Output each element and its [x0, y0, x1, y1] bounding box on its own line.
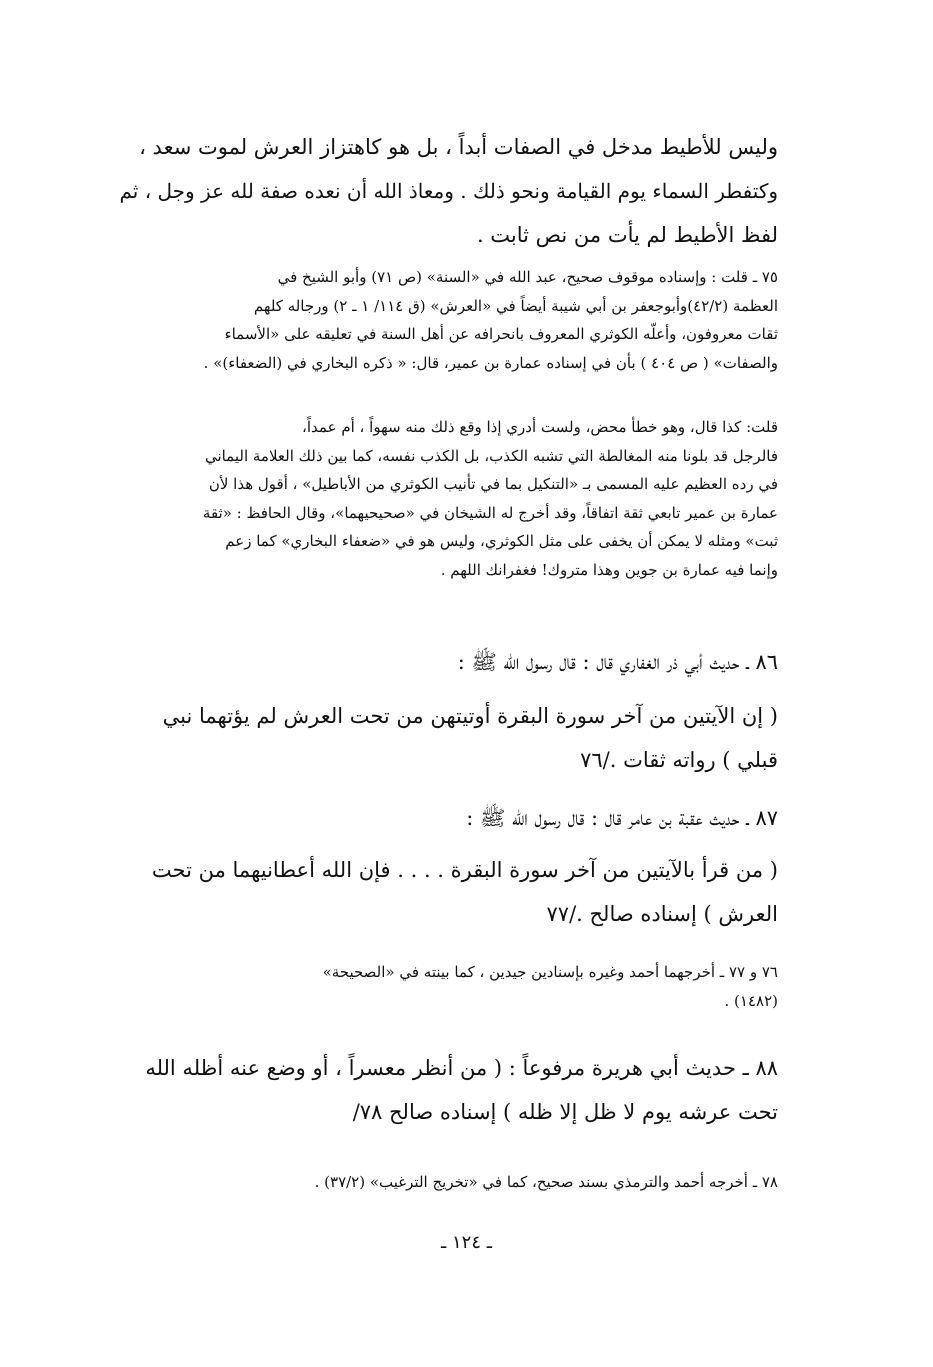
text-line: وكتفطر السماء يوم القيامة ونحو ذلك . ومعاذ الله أن نعده صفة لله عز وجل ، ثم [119, 179, 778, 203]
hadith-86 [105, 640, 778, 782]
text-line: في رده العظيم عليه المسمى بـ «التنكيل بما في تأنيب الكوثري من الأباطيل» ، أقول هذا لأن [208, 475, 778, 493]
hadith-87 [105, 796, 778, 936]
text-line: والصفات» ( ص ٤٠٤ ) بأن في إسناده عمارة بن عمير، قال: « ذكره البخاري في (الضعفاء)» . [203, 353, 778, 372]
text-line: وليس للأطيط مدخل في الصفات أبداً ، بل هو كاهتزاز العرش لموت سعد ، [139, 135, 778, 159]
text-line: وإنما فيه عمارة بن جوين وهذا متروك! فغفرانك اللهم . [440, 560, 778, 579]
text-line: ثقات معروفون، وأعلّه الكوثري المعروف بانحرافه عن أهل السنة في تعليقه على «الأسماء [224, 325, 778, 343]
page-number: ـ ١٢٤ ـ [440, 1232, 492, 1253]
text-line: عمارة بن عمير تابعي ثقة اتفاقاً، وقد أخرج له الشيخان في «صحيحيهما»، وقال الحافظ : «ثقة [202, 503, 778, 522]
text-line: تحت عرشه يوم لا ظل إلا ظله ) إسناده صالح ٧٨/ [352, 1100, 778, 1124]
intro-paragraph [105, 125, 778, 257]
text-line: فالرجل قد بلونا منه المغالطة التي تشبه الكذب، بل الكذب نفسه، كما بين ذلك العلامة اليماني [204, 446, 778, 465]
text-line: العظمة (٤٢/٢)وأبوجعفر بن أبي شيبة أيضاً في «العرش» (ق ١١٤/ ١ ـ ٢) ورجاله كلهم [253, 296, 778, 315]
text-line: ٧٥ ـ قلت : وإسناده موقوف صحيح، عبد الله في «السنة» (ص ٧١) وأبو الشيخ في [277, 268, 778, 286]
hadith-heading: ٨٦ ـ حديث أبي ذر الغفاري قال : قال رسول الله ﷺ : [457, 650, 778, 674]
footnote-75 [105, 263, 778, 377]
text-line: قلت: كذا قال، وهو خطأ محض، ولست أدري إذا وقع ذلك منه سهواً ، أم عمداً، [302, 418, 778, 436]
hadith-88 [105, 1046, 778, 1134]
text-line: ٨٨ ـ حديث أبي هريرة مرفوعاً : ( من أنظر معسراً ، أو وضع عنه أظله الله [145, 1056, 778, 1080]
footnote-78 [105, 1168, 778, 1197]
hadith-heading: ٨٧ ـ حديث عقبة بن عامر قال : قال رسول الله ﷺ : [466, 806, 778, 830]
footnote-76-77 [105, 958, 778, 1015]
text-line: ثبت» ومثله لا يمكن أن يخفى على مثل الكوثري، وليس هو في «ضعفاء البخاري» كما زعم [225, 532, 778, 550]
text-line: العرش ) إسناده صالح ./٧٧ [546, 902, 778, 926]
footnote-75-continued [105, 413, 778, 584]
text-line: قبلي ) رواته ثقات ./٧٦ [580, 748, 778, 772]
text-line: لفظ الأطيط لم يأت من نص ثابت . [476, 223, 778, 247]
text-line: ٧٨ ـ أخرجه أحمد والترمذي بسند صحيح، كما في «تخريج الترغيب» (٣٧/٢) . [314, 1173, 778, 1191]
text-line: ( إن الآيتين من آخر سورة البقرة أوتيتهن من تحت العرش لم يؤتهما نبي [162, 704, 778, 728]
text-line: (١٤٨٢) . [724, 991, 778, 1010]
text-line: ٧٦ و ٧٧ ـ أخرجهما أحمد وغيره بإسنادين جيدين ، كما بينته في «الصحيحة» [322, 963, 778, 981]
text-line: ( من قرأ بالآيتين من آخر سورة البقرة . . . . فإن الله أعطانيهما من تحت [151, 858, 778, 882]
